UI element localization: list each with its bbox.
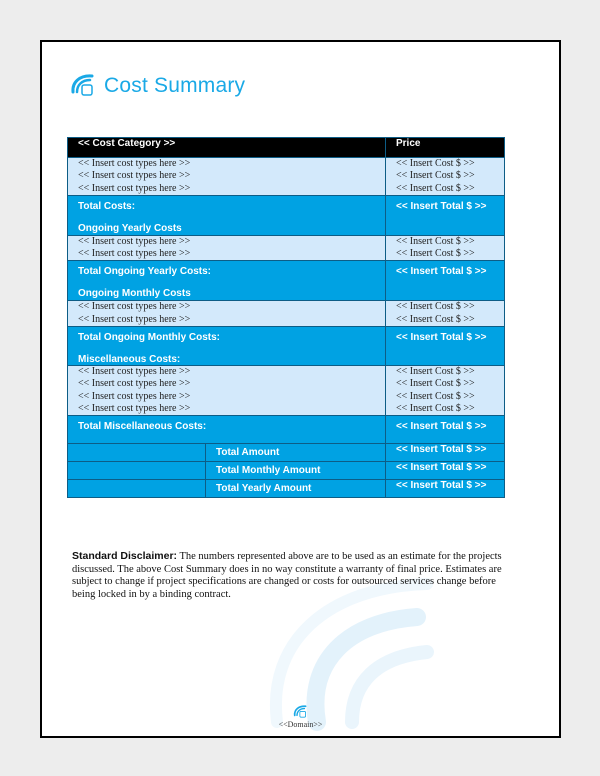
cost-value-item: << Insert Cost $ >> — [396, 313, 475, 325]
section-heading: Miscellaneous Costs: — [78, 354, 181, 366]
section-total-label: Total Ongoing Yearly Costs: — [78, 266, 211, 278]
table-row — [68, 444, 505, 462]
section-heading: Ongoing Yearly Costs — [78, 222, 182, 234]
section-total-value: << Insert Total $ >> — [386, 327, 505, 366]
cost-type-item: << Insert cost types here >> — [78, 182, 191, 194]
cost-type-item: << Insert cost types here >> — [78, 313, 191, 325]
cost-type-item: << Insert cost types here >> — [78, 301, 191, 313]
header — [70, 72, 245, 100]
summary-label-cell — [68, 480, 386, 498]
cost-values-cell — [386, 235, 505, 261]
table-row — [68, 261, 505, 301]
summary-value: << Insert Total $ >> — [386, 444, 505, 462]
cost-value-item: << Insert Cost $ >> — [396, 170, 475, 182]
section-total-cell — [68, 261, 386, 301]
disclaimer-text: The numbers represented above are to be used as an estimate for the projects discussed. The above Cost Summary does in no way constitute a warranty of final price. Estimates are subject to change if project specifications are changed or costs for outsourced services change before being locked in by a binding contract. — [72, 551, 502, 600]
cost-value-item: << Insert Cost $ >> — [396, 158, 475, 169]
cost-value-item: << Insert Cost $ >> — [396, 366, 475, 378]
cost-types-cell — [68, 366, 386, 416]
summary-value: << Insert Total $ >> — [386, 480, 505, 498]
cost-type-item: << Insert cost types here >> — [78, 390, 191, 402]
table-row — [68, 462, 505, 480]
column-header-price: Price — [386, 138, 505, 158]
cost-value-item: << Insert Cost $ >> — [396, 390, 475, 402]
table-row — [68, 366, 505, 416]
section-total-value: << Insert Total $ >> — [386, 195, 505, 235]
section-total-cell — [68, 327, 386, 366]
cost-type-item: << Insert cost types here >> — [78, 235, 191, 247]
cost-type-item: << Insert cost types here >> — [78, 366, 191, 378]
cost-value-item: << Insert Cost $ >> — [396, 248, 475, 260]
table-row — [68, 301, 505, 327]
summary-label: Total Monthly Amount — [216, 465, 321, 477]
cost-type-item: << Insert cost types here >> — [78, 248, 191, 260]
summary-label-cell — [68, 444, 386, 462]
disclaimer — [72, 550, 517, 601]
cost-type-item: << Insert cost types here >> — [78, 378, 191, 390]
disclaimer-label: Standard Disclaimer: — [72, 550, 178, 562]
document-page — [40, 40, 561, 738]
page-title: Cost Summary — [104, 74, 246, 97]
section-total-label: Total Ongoing Monthly Costs: — [78, 332, 221, 344]
cost-types-cell — [68, 235, 386, 261]
cost-value-item: << Insert Cost $ >> — [396, 378, 475, 390]
summary-value: << Insert Total $ >> — [386, 462, 505, 480]
table-row — [68, 195, 505, 235]
section-total-value: << Insert Total $ >> — [386, 261, 505, 301]
table-row — [68, 327, 505, 366]
table-row — [68, 480, 505, 498]
cost-value-item: << Insert Cost $ >> — [396, 301, 475, 313]
cost-value-item: << Insert Cost $ >> — [396, 235, 475, 247]
cost-value-item: << Insert Cost $ >> — [396, 182, 475, 194]
cost-type-item: << Insert cost types here >> — [78, 402, 191, 414]
cost-type-item: << Insert cost types here >> — [78, 158, 191, 169]
cost-type-item: << Insert cost types here >> — [78, 170, 191, 182]
cost-types-cell — [68, 301, 386, 327]
table-header-row — [68, 138, 505, 158]
table-row — [68, 235, 505, 261]
cost-values-cell — [386, 366, 505, 416]
summary-label: Total Yearly Amount — [216, 483, 312, 495]
table-row — [68, 416, 505, 444]
summary-label: Total Amount — [216, 447, 280, 459]
swirl-logo-icon — [70, 72, 98, 100]
section-total-label: Total Miscellaneous Costs: — [68, 416, 386, 444]
footer — [42, 704, 559, 729]
section-total-label: Total Costs: — [78, 200, 136, 212]
section-total-value: << Insert Total $ >> — [386, 416, 505, 444]
table-row — [68, 158, 505, 196]
summary-label-cell — [68, 462, 386, 480]
cost-table — [67, 137, 505, 498]
cost-types-cell — [68, 158, 386, 196]
swirl-logo-icon — [293, 704, 309, 720]
column-header-category: << Cost Category >> — [68, 138, 386, 158]
section-heading: Ongoing Monthly Costs — [78, 288, 191, 300]
cost-values-cell — [386, 158, 505, 196]
cost-values-cell — [386, 301, 505, 327]
footer-domain: <<Domain>> — [278, 720, 323, 729]
section-total-cell — [68, 195, 386, 235]
cost-value-item: << Insert Cost $ >> — [396, 402, 475, 414]
